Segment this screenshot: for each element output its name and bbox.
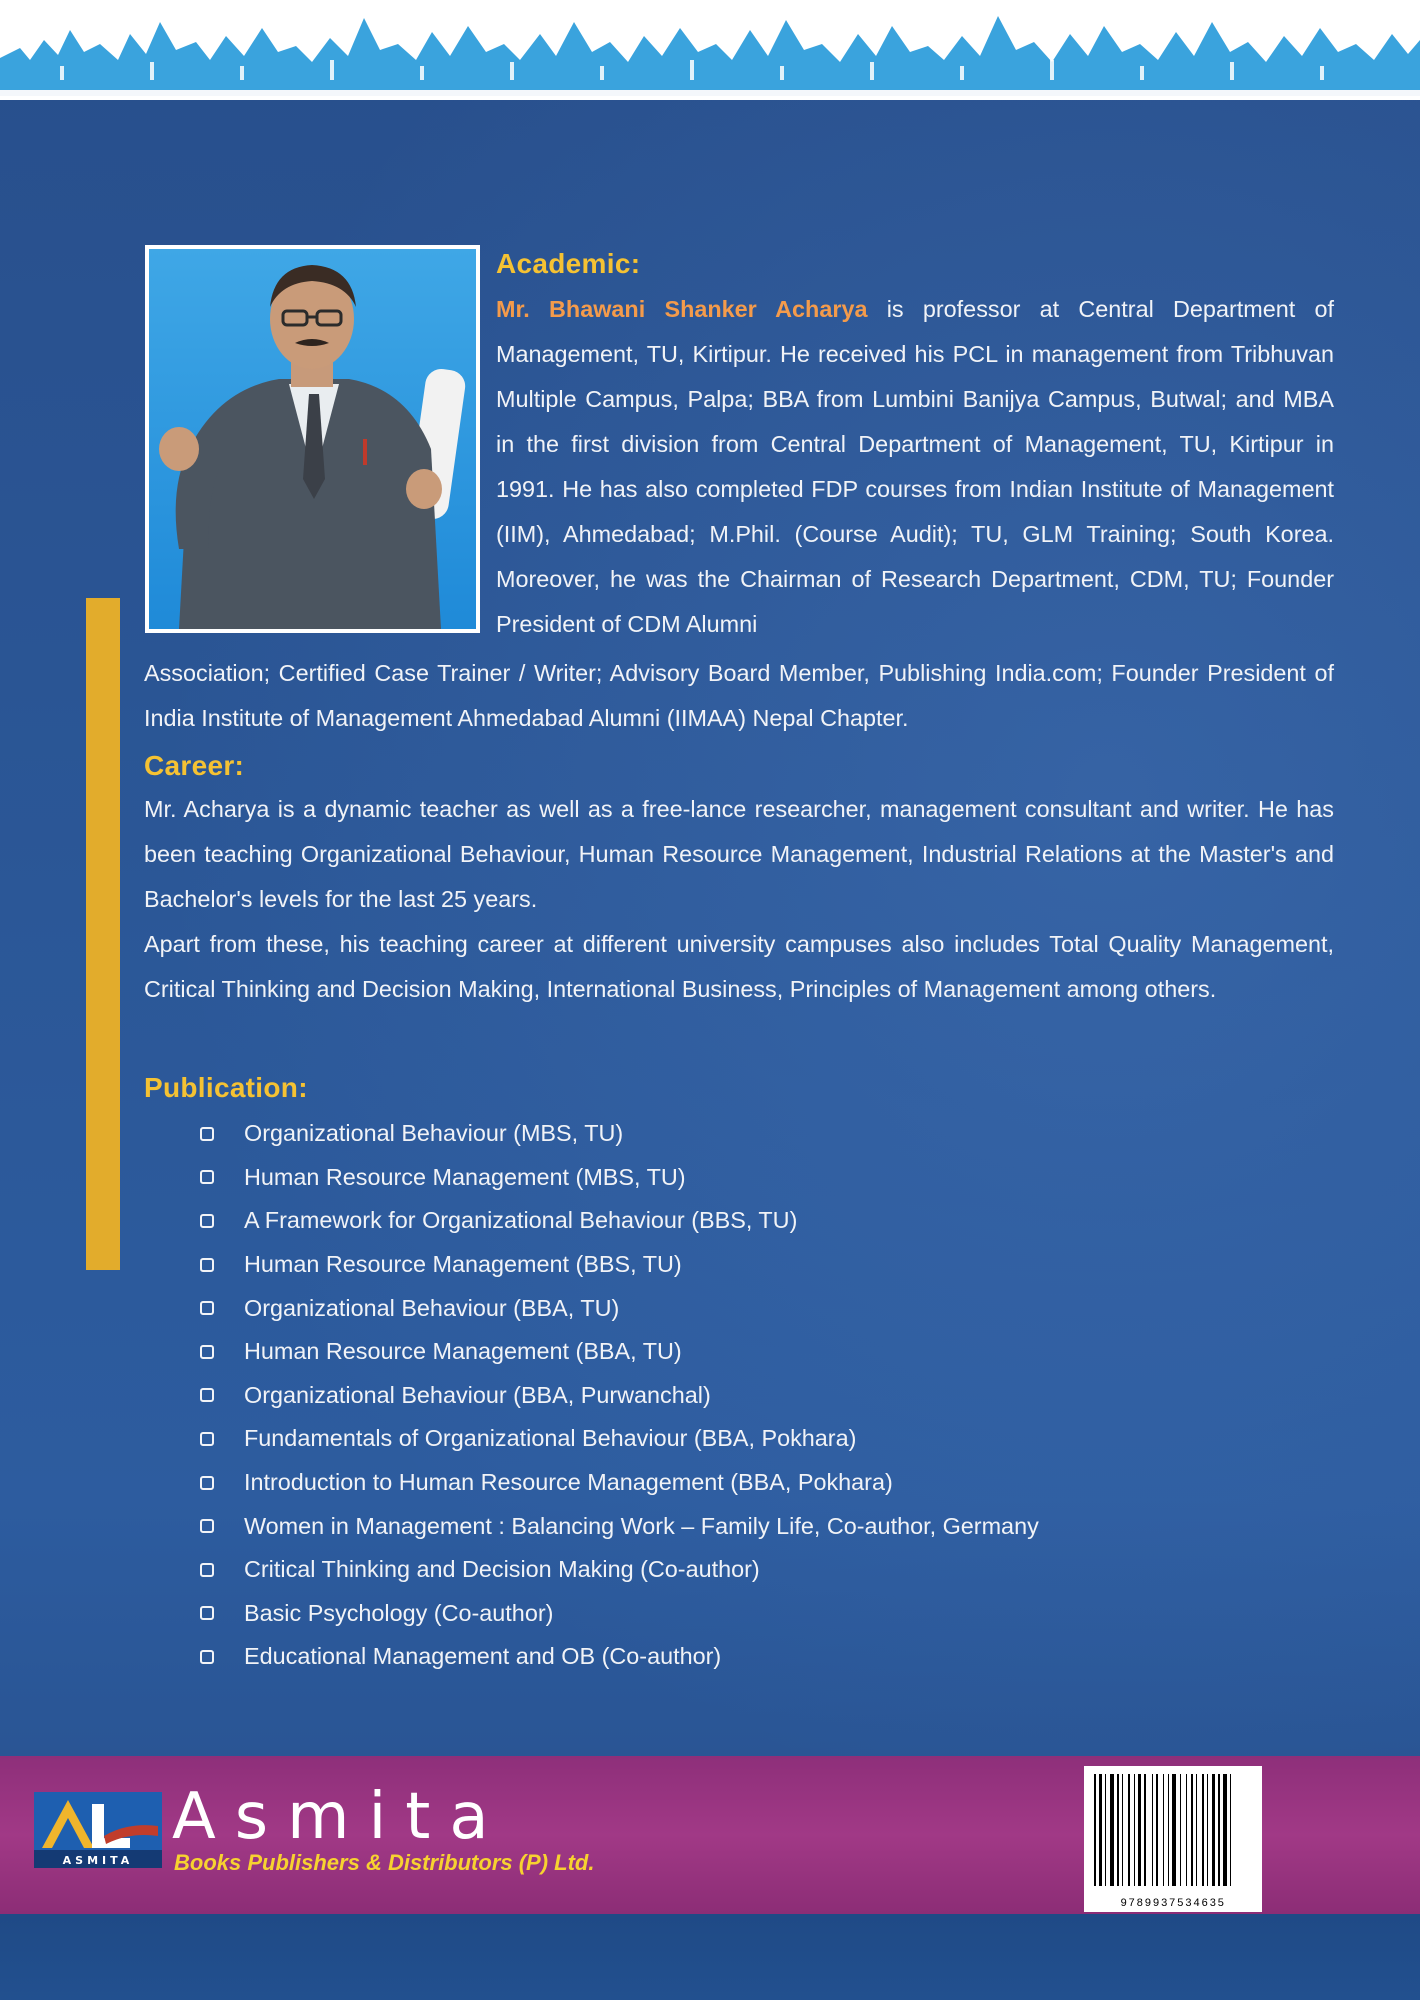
checkbox-bullet-icon [200, 1214, 214, 1228]
publication-title: Human Resource Management (BBA, TU) [244, 1338, 682, 1365]
publication-title: Critical Thinking and Decision Making (Co-author) [244, 1556, 760, 1583]
publication-item [200, 1635, 1039, 1679]
checkbox-bullet-icon [200, 1170, 214, 1184]
publication-item [200, 1417, 1039, 1461]
checkbox-bullet-icon [200, 1432, 214, 1446]
publication-item [200, 1286, 1039, 1330]
publication-list [200, 1112, 1039, 1679]
career-heading: Career: [144, 750, 245, 781]
publication-title: Fundamentals of Organizational Behaviour (BBA, Pokhara) [244, 1425, 857, 1452]
publication-item [200, 1374, 1039, 1418]
career-text [144, 787, 1334, 1012]
checkbox-bullet-icon [200, 1650, 214, 1664]
checkbox-bullet-icon [200, 1563, 214, 1577]
checkbox-bullet-icon [200, 1258, 214, 1272]
publication-item [200, 1243, 1039, 1287]
checkbox-bullet-icon [200, 1127, 214, 1141]
publication-item [200, 1504, 1039, 1548]
publication-item [200, 1330, 1039, 1374]
publication-title: Human Resource Management (BBS, TU) [244, 1251, 682, 1278]
publication-title: Organizational Behaviour (BBA, Purwanchal) [244, 1381, 711, 1408]
publication-item [200, 1592, 1039, 1636]
author-name: Mr. Bhawani Shanker Acharya [496, 296, 868, 322]
publication-item [200, 1156, 1039, 1200]
publication-title: Basic Psychology (Co-author) [244, 1599, 554, 1626]
publisher-tagline: Books Publishers & Distributors (P) Ltd. [174, 1850, 595, 1875]
career-paragraph-2: Apart from these, his teaching career at different university campuses also includes Total Quality Management, Critical Thinking and Decision Making, International Business, Principles of Management among others. [144, 931, 1334, 1002]
temple-skyline-border [0, 0, 1420, 100]
publication-item [200, 1199, 1039, 1243]
academic-heading: Academic: [496, 248, 641, 279]
checkbox-bullet-icon [200, 1519, 214, 1533]
publisher-name: Asmita [172, 1780, 508, 1854]
career-paragraph-1: Mr. Acharya is a dynamic teacher as well as a free-lance researcher, management consultant and writer. He has been teaching Organizational Behaviour, Human Resource Management, Industrial Relations at the Master's and Bachelor's levels for the last 25 years. [144, 796, 1334, 912]
publication-item [200, 1548, 1039, 1592]
publication-title: Introduction to Human Resource Management (BBA, Pokhara) [244, 1469, 893, 1496]
checkbox-bullet-icon [200, 1476, 214, 1490]
checkbox-bullet-icon [200, 1606, 214, 1620]
publication-title: Organizational Behaviour (MBS, TU) [244, 1120, 624, 1147]
publication-title: Human Resource Management (MBS, TU) [244, 1163, 686, 1190]
publication-title: Organizational Behaviour (BBA, TU) [244, 1294, 620, 1321]
isbn-barcode [1084, 1766, 1262, 1912]
checkbox-bullet-icon [200, 1345, 214, 1359]
bottom-strip [0, 1914, 1420, 2000]
academic-text-top-body: is professor at Central Department of Management, TU, Kirtipur. He received his PCL in management from Tribhuvan Multiple Campus, Palpa; BBA from Lumbini Banijya Campus, Butwal; and MBA in the first division from Central Department of Management, TU, Kirtipur in 1991. He has also completed FDP courses from Indian Institute of Management (IIM), Ahmedabad; M.Phil. (Course Audit); TU, GLM Training; South Korea. Moreover, he was the Chairman of Research Department, CDM, TU; Founder President of CDM Alumni [496, 296, 1334, 637]
accent-bar [86, 598, 120, 1270]
checkbox-bullet-icon [200, 1301, 214, 1315]
author-photo [145, 245, 480, 633]
publication-item [200, 1112, 1039, 1156]
logo-text: ASMITA [62, 1854, 134, 1867]
isbn-number: 9789937534635 [1120, 1898, 1226, 1910]
academic-text-top [496, 287, 1334, 647]
barcode-bars [1092, 1774, 1254, 1892]
publication-title: A Framework for Organizational Behaviour (BBS, TU) [244, 1207, 798, 1234]
academic-text-full: Association; Certified Case Trainer / Writer; Advisory Board Member, Publishing India.com; Founder President of India Institute of Management Ahmedabad Alumni (IIMAA) Nepal Chapter. [144, 660, 1334, 731]
publication-title: Women in Management : Balancing Work – Family Life, Co-author, Germany [244, 1512, 1039, 1539]
publication-item [200, 1461, 1039, 1505]
checkbox-bullet-icon [200, 1388, 214, 1402]
publication-heading: Publication: [144, 1072, 308, 1103]
asmita-logo [34, 1792, 162, 1868]
publication-title: Educational Management and OB (Co-author) [244, 1643, 722, 1670]
